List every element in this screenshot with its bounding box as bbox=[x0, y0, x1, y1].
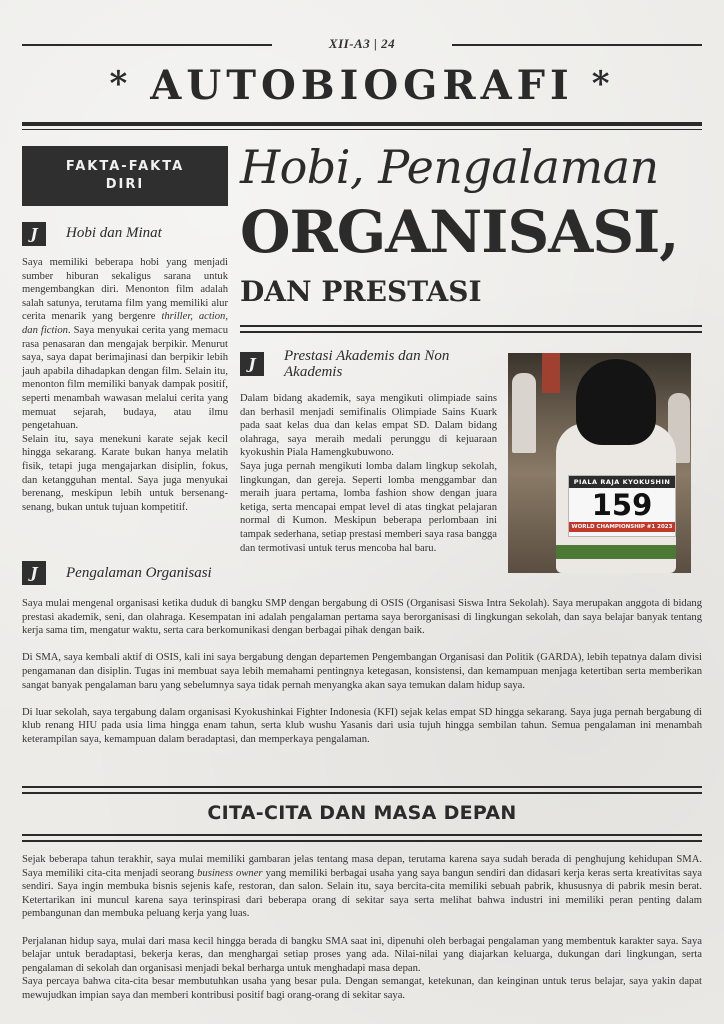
fakta-line1: FAKTA-FAKTA bbox=[65, 159, 185, 174]
headline-line3: DAN PRESTASI bbox=[240, 275, 482, 308]
photo-race-bib bbox=[568, 475, 676, 537]
organisasi-body bbox=[22, 597, 702, 747]
bib-header: PIALA RAJA KYOKUSHIN bbox=[569, 476, 675, 488]
hobi-paragraph-2: Selain itu, saya menekuni karate sejak kecil hingga sekarang. Karate bukan hanya melatih fisik, tetapi juga mengajarkan disiplin, fokus, dan ketangguhan mental. Saya juga menyukai berenang, meskipun lebih untuk bersenang-senang, bukan untuk tujuan kompetitif. bbox=[22, 433, 228, 513]
section-icon: J bbox=[240, 352, 264, 376]
headline-line2: ORGANISASI, bbox=[240, 198, 679, 266]
section-icon: J bbox=[22, 222, 46, 246]
prestasi-paragraph-2: Saya juga pernah mengikuti lomba dalam lingkup sekolah, lingkungan, dan gereja. Seperti lomba menggambar dan meraih juara pertama, lomba fashion show dengan juara ketiga, serta mencapai empat level di atas tingkat pelajaran normal di Kumon. Meskipun beberapa perlombaan ini tampak sederhana, setiap prestasi memberi saya rasa bangga dan termotivasi untuk terus mencoba hal baru. bbox=[240, 460, 497, 554]
organisasi-paragraph-3: Di luar sekolah, saya tergabung dalam organisasi Kyokushinkai Fighter Indonesia (KFI) sejak kelas empat SD hingga sekarang. Saya juga pernah bergabung di klub renang HIU pada usia lima hingga enam tahun, serta klub wushu Yasanis dari usia tujuh hingga sembilan tahun. Semua pengalaman ini menambah keterampilan saya, kemampuan dalam beradaptasi, dan memperkaya pengalaman. bbox=[22, 706, 702, 745]
photo-green-belt bbox=[556, 545, 676, 559]
hobi-body bbox=[22, 256, 228, 514]
class-label: XII-A3 | 24 bbox=[328, 36, 396, 51]
cita-rule-bottom-1 bbox=[22, 834, 702, 836]
photo-bg-figure bbox=[512, 373, 536, 453]
masthead-star-right: * bbox=[591, 64, 615, 104]
headline-line1: Hobi, Pengalaman bbox=[240, 140, 659, 194]
masthead-title: AUTOBIOGRAFI bbox=[150, 62, 574, 109]
cita-rule-top-1 bbox=[22, 786, 702, 788]
cita-title: CITA-CITA DAN MASA DEPAN bbox=[207, 802, 517, 824]
masthead-rule-thin bbox=[22, 129, 702, 130]
masthead-star-left: * bbox=[109, 64, 133, 104]
cita-paragraph-2: Perjalanan hidup saya, mulai dari masa kecil hingga berada di bangku SMA saat ini, dipenuhi oleh berbagai pengalaman yang membentuk karakter saya. Saya belajar untuk beradaptasi, bekerja keras, dan menghargai setiap proses yang ada. Nilai-nilai yang diajarkan keluarga, dukungan dari lingkungan, serta pengalaman di sekolah dan organisasi menjadi bekal berharga untuk menghadapi masa depan. bbox=[22, 935, 702, 974]
photo-person-hair bbox=[576, 359, 656, 445]
organisasi-title: Pengalaman Organisasi bbox=[66, 565, 212, 581]
headline-rule-1 bbox=[240, 325, 702, 327]
hobi-paragraph-1: Saya memiliki beberapa hobi yang menjadi sumber hiburan sekaligus sarana untuk mengembangkan diri. Menonton film adalah salah satunya, terutama film yang memiliki alur cerita menarik yang bergenre thriller, action, dan fiction. Saya menyukai cerita yang memacu rasa penasaran dan mengajak berpikir. Menurut saya, saya dapat berimajinasi dan berpikir lebih jauh apabila dihadapkan dengan film. Selain itu, menonton film memiliki banyak dampak positif, seperti menambah wawasan melalui cerita yang memuat sejarah, budaya, atau ilmu pengetahuan. bbox=[22, 257, 228, 432]
cita-body bbox=[22, 853, 702, 1003]
section-icon: J bbox=[22, 561, 46, 585]
prestasi-paragraph-1: Dalam bidang akademik, saya mengikuti olimpiade sains dan berhasil menjadi semifinalis Olimpiade Sains Kuark pada saat kelas dua dan kelas empat SD. Dalam bidang olahraga, saya meraih medali perunggu di kejuaraan kyokushin Piala Hamengkubuwono. bbox=[240, 393, 497, 459]
karate-photo bbox=[508, 353, 691, 573]
fakta-diri-box bbox=[22, 146, 228, 206]
cita-rule-top-2 bbox=[22, 792, 702, 794]
cita-paragraph-3: Saya percaya bahwa cita-cita besar membutuhkan usaha yang besar pula. Dengan semangat, ketekunan, dan keinginan untuk terus belajar, saya yakin dapat mewujudkan impian saya dan memberi kontribusi positif bagi orang-orang di sekitar saya. bbox=[22, 976, 702, 1001]
hobi-title: Hobi dan Minat bbox=[66, 225, 162, 241]
masthead bbox=[0, 62, 724, 109]
cita-paragraph-1: Sejak beberapa tahun terakhir, saya mulai memiliki gambaran jelas tentang masa depan, terutama karena saya sudah berada di penghujung kehidupan SMA. Saya memiliki cita-cita menjadi seorang business owner yang memiliki berbagai usaha yang saya bangun sendiri dan didasari kerja keras serta kreativitas saya sendiri. Saya ingin membuka bisnis sejenis kafe, restoran, dan salon. Selain itu, saya bercita-cita memiliki sebuah pabrik, khususnya di pabrik mesin berat. Ketertarikan ini muncul karena saya terinspirasi dari beberapa orang di sekitar saya serta melihat bahwa industri ini memiliki peran penting dalam pembangunan dan membuka peluang kerja yang luas. bbox=[22, 854, 702, 920]
organisasi-paragraph-2: Di SMA, saya kembali aktif di OSIS, kali ini saya bergabung dengan departemen Pengembangan Organisasi dan Politik (GARDA), lebih tepatnya dalam divisi pengamanan dan disiplin. Tugas ini membuat saya lebih memahami pentingnya ketegasan, konsistensi, dan kemampuan menjaga ketertiban serta memberikan sangat banyak pengalaman baru yang sebelumnya saya tidak pernah menyangka akan saya temukan dalam hidup saya. bbox=[22, 652, 702, 691]
bib-number: 159 bbox=[591, 488, 653, 522]
prestasi-body bbox=[240, 392, 497, 555]
bib-footer: WORLD CHAMPIONSHIP #1 2023 bbox=[569, 522, 675, 532]
prestasi-title: Prestasi Akademis dan Non Akademis bbox=[284, 348, 450, 380]
cita-rule-bottom-2 bbox=[22, 840, 702, 842]
headline-rule-2 bbox=[240, 331, 702, 333]
masthead-rule-thick bbox=[22, 122, 702, 126]
organisasi-paragraph-1: Saya mulai mengenal organisasi ketika duduk di bangku SMP dengan bergabung di OSIS (Organisasi Siswa Intra Sekolah). Saya merupakan anggota di bidang prestasi akademik, seni, dan olahraga. Kesempatan ini adalah pengalaman pertama saya berorganisasi di lingkungan sekolah, dan saya belajar banyak tentang kerja sama tim, mengatur waktu, serta cara berkomunikasi dengan berbagai pihak dengan baik. bbox=[22, 598, 702, 637]
fakta-line2: DIRI bbox=[105, 177, 145, 192]
photo-bg-figure bbox=[542, 353, 560, 393]
